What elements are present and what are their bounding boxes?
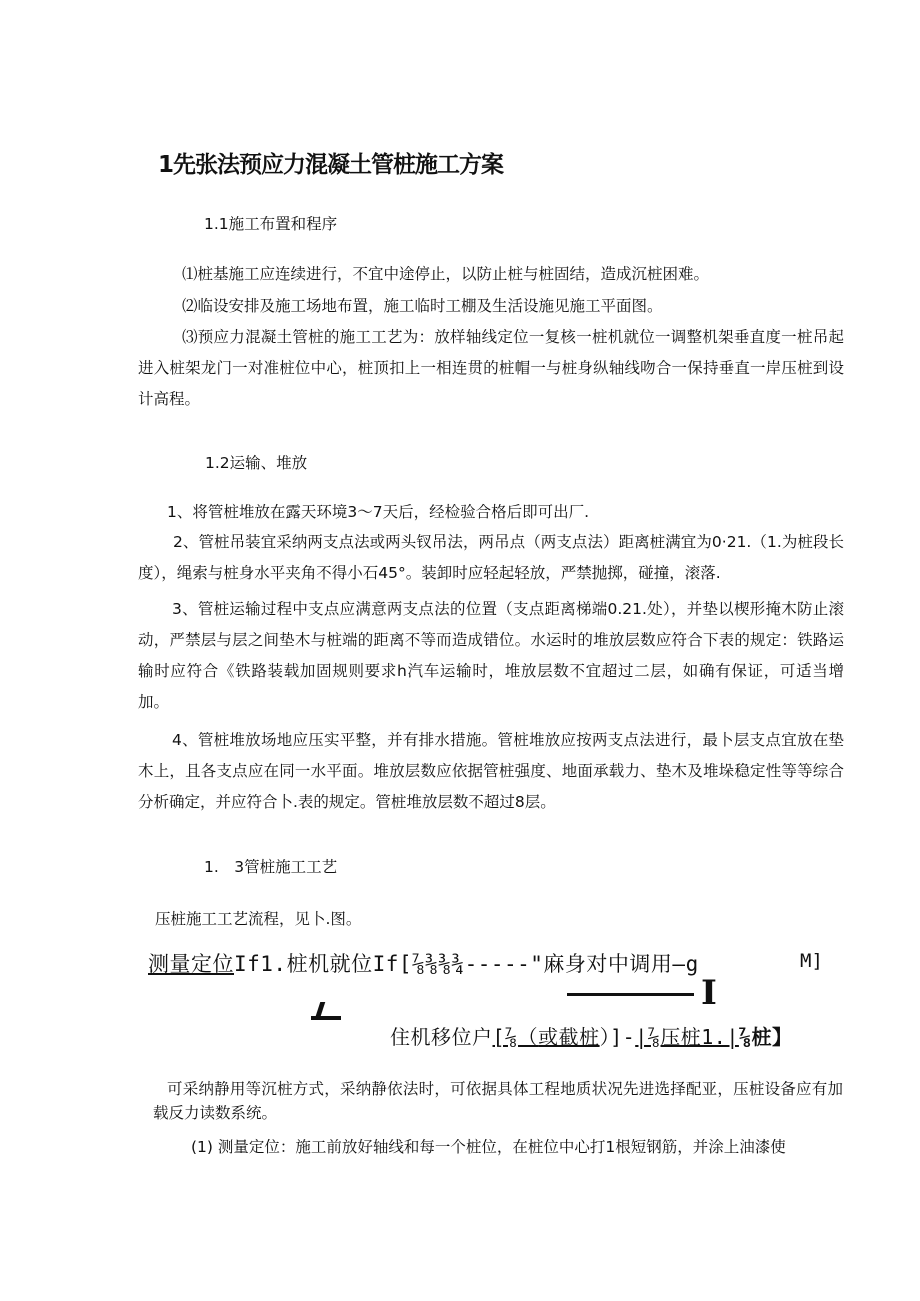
flow-arrow-tick (316, 1002, 326, 1016)
flow-step-close: ）]- (599, 1025, 636, 1049)
section1-item-3: ⑶预应力混凝土管桩的施工工艺为：放样轴线定位一复核一桩机就位一调整机架垂直度一桩吊起进入桩架龙门一对准桩位中心，桩顶扣上一相连贯的桩帽一与桩身纵轴线吻合一保持垂直一岸压桩到设计高程。 (138, 328, 844, 408)
flow-connector-line (567, 993, 694, 996)
section2-item-4: 4、管桩堆放场地应压实平整，并有排水措施。管桩堆放应按两支点法进行，最卜层支点宜放在垫木上，且各支点应在同一水平面。堆放层数应依据管桩强度、地面承载力、垫木及堆垛稳定性等等综合分析确定，并应符合卜.表的规定。管桩堆放层数不超过8层。 (138, 731, 844, 811)
step-1-survey: (1) 测量定位：施工前放好轴线和每一个桩位，在桩位中心打1根短钢筋，并涂上油漆使 (191, 1138, 786, 1156)
document-title: 1先张法预应力混凝土管桩施工方案 (158, 152, 504, 178)
flow-intro: 压桩施工工艺流程，见卜.图。 (155, 910, 362, 928)
flow-connector-ibeam: I (701, 973, 717, 1013)
section-heading-1-2: 1.2运输、堆放 (205, 454, 308, 472)
flow-arrow-mark (311, 1016, 341, 1020)
flow-row1-end: M] (800, 950, 823, 972)
flow-row-2 (390, 1021, 792, 1050)
flow-step-survey: 测量定位 (148, 952, 234, 976)
section1-item-1: ⑴桩基施工应连续进行，不宜中途停止，以防止桩与桩固结，造成沉桩困难。 (182, 265, 710, 283)
section-heading-1-3: 1. 3管桩施工工艺 (204, 858, 338, 876)
flow-row1-rest: If1.桩机就位If[⅞⅜⅜¾-----"麻身对中调用—g (234, 952, 699, 976)
flow-step-bracket: [⅞（ (492, 1025, 539, 1049)
section1-item-2: ⑵临设安排及施工场地布置，施工临时工棚及生活设施见施工平面图。 (182, 297, 663, 315)
section2-item-1: 1、将管桩堆放在露天环境3〜7天后，经检验合格后即可出厂. (167, 503, 590, 521)
flow-row-1 (148, 948, 699, 978)
method-paragraph: 可采纳静用等沉桩方式，采纳静依法时，可依据具体工程地质状况先进选择配亚，压桩设备应有加载反力读数系统。 (153, 1080, 843, 1122)
flow-step-cut: 或截桩 (538, 1025, 600, 1049)
section2-item-3: 3、管桩运输过程中支点应满意两支点法的位置（支点距离梯端0.21.处），并垫以楔形掩木防止滚动，严禁层与层之间垫木与桩端的距离不等而造成错位。水运时的堆放层数应符合下表的规定：铁路运输时应符合《铁路装载加固规则要求h汽车运输时，堆放层数不宜超过二层，如确有保证，可适当增加。 (138, 600, 844, 711)
section-heading-1-1: 1.1施工布置和程序 (204, 215, 338, 233)
flow-step-pile: ⅞桩】 (738, 1025, 793, 1049)
section2-item-2: 2、管桩吊装宜采纳两支点法或两头钗吊法，两吊点（两支点法）距离桩满宜为0·21.（1.为桩段长度），绳索与桩身水平夹角不得小石45°。装卸时应轻起轻放，严禁抛掷，碰撞，滚落. (138, 533, 844, 582)
flow-step-move: 住机移位户 (390, 1025, 493, 1049)
flow-step-press: |⅞压桩1.| (635, 1025, 739, 1049)
